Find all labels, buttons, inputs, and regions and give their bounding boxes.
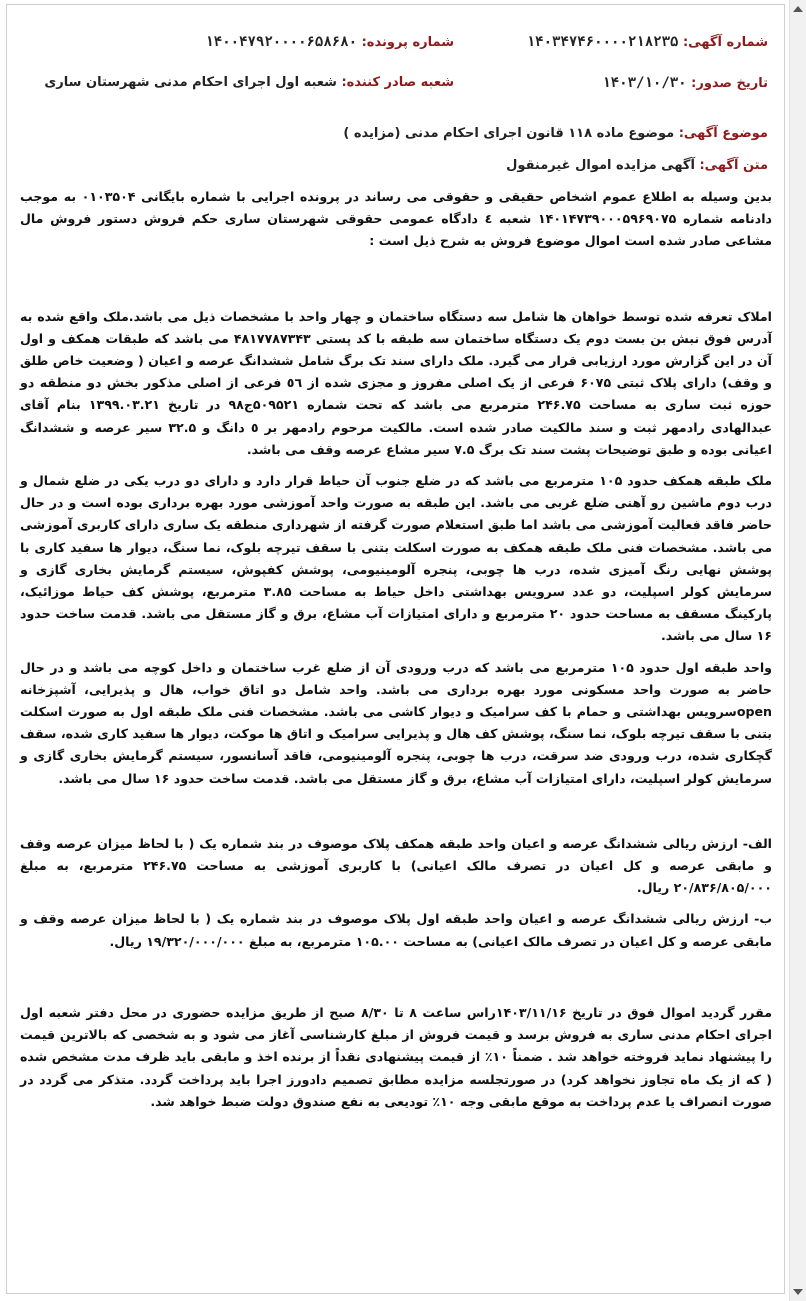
issue-date-value: ۱۴۰۳/۱۰/۳۰ (602, 75, 687, 91)
first-floor-paragraph: واحد طبقه اول حدود ۱۰۵ مترمربع می باشد که درب ورودی آن از ضلع غرب ساختمان و داخل کوچه می باشد و در حال حاضر به صورت واحد مسکونی مورد بهره برداری می باشد. واحد شامل دو اتاق خواب، هال و پذیرایی، آشپزخانه openسرویس بهداشتی و حمام با کف سرامیک و دیوار کاشی می باشد. مشخصات فنی ملک طبقه اول به صورت اسکلت بتنی با سقف تیرچه بلوک، نما سنگ، پوشش کف هال و پذیرایی سرامیک و اتاق ها موکت، دیوار ها سفید کاری شده، سقف گچکاری شده، درب ورودی ضد سرقت، درب ها چوبی، پنجره آلومینیومی، فاقد آسانسور، سیستم گرمایش بخاری گازی و سرمایش کولر اسپلیت، دارای امتیازات آب مشاع، برق و گاز مستقل می باشد. قدمت ساخت حدود ۱۶ سال می باشد. (20, 659, 772, 786)
issuer-label: شعبه صادر کننده: (341, 75, 454, 90)
value-b-paragraph: ب- ارزش ریالی ششدانگ عرصه و اعیان واحد طبقه اول پلاک موصوف در بند شماره یک ( با لحاظ میزان عرصه وقف و مابقی عرصه و کل اعیان در تصرف مالک اعیانی) به مساحت ۱۰۵.۰۰ مترمربع، به مبلغ ۱۹/۳۲۰/۰۰۰/۰۰۰ ریال. (20, 911, 772, 949)
auction-terms-paragraph: مقرر گردید اموال فوق در تاریخ ۱۴۰۳/۱۱/۱۶راس ساعت ۸ تا ۸/۳۰ صبح از طریق مزایده حضوری در محل دفتر شعبه اول اجرای احکام مدنی ساری به فروش برسد و قیمت فروش از مبلغ کارشناسی آغاز می شود و به شخصی که بالاترین قیمت را پیشنهاد نماید فروخته خواهد شد . ضمناً ۱۰٪ از قیمت پیشنهادی نقداً از برنده اخذ و مابقی باید ظرف مدت مشخص شده ( که از یک ماه تجاوز نخواهد کرد) در صورتجلسه مزایده مطابق تصمیم دادورز اجرا باید پرداخت گردد. متذکر می گردد در صورت انصراف یا عدم پرداخت به موقع مابقی وجه ۱۰٪ تودیعی به نفع صندوق دولت ضبط خواهد شد. (20, 1004, 772, 1109)
subject-label: موضوع آگهی: (678, 126, 768, 141)
issuer-row (44, 75, 454, 90)
ground-floor-paragraph: ملک طبقه همکف حدود ۱۰۵ مترمربع می باشد که در ضلع جنوب آن حیاط قرار دارد و دارای دو درب یکی در ضلع شمال و درب دوم ماشین رو آهنی ضلع غربی می باشد. این طبقه به صورت واحد آموزشی مورد بهره برداری بوده است و در حال حاضر فاقد فعالیت آموزشی می باشد اما طبق استعلام صورت گرفته از شهرداری منطقه یک ساری دارای کاربری آموزشی می باشد. مشخصات فنی ملک طبقه همکف به صورت اسکلت بتنی با سقف تیرچه بلوک، نما سنگ، دیوار ها سفید کاری با پوشش نهایی رنگ آمیزی شده، درب ها چوبی، پنجره آلومینیومی، پوشش کفپوش، سیستم گرمایش بخاری گازی و سرمایش کولر اسپلیت، دو عدد سرویس بهداشتی داخل حیاط به مساحت ۳.۸۵ مترمربع، پوشش کف حیاط موزائیک، پارکینگ مسقف به مساحت حدود ۲۰ مترمربع و دارای امتیازات آب مشاع، برق و گاز مستقل می باشد. قدمت ساخت حدود ۱۶ سال می باشد. (20, 473, 773, 644)
value-a-paragraph: الف- ارزش ریالی ششدانگ عرصه و اعیان واحد طبقه همکف پلاک موصوف در بند شماره یک ( با لحاظ میزان عرصه وقف و مابقی عرصه و کل اعیان در تصرف مالک اعیانی) با کاربری آموزشی به مساحت ۲۴۶.۷۵ مترمربع، به مبلغ ۲۰/۸۳۶/۸۰۵/۰۰۰ ریال. (20, 835, 772, 896)
file-number-row (205, 34, 454, 50)
text-title-row (506, 158, 768, 173)
text-label: متن آگهی: (699, 158, 768, 173)
text-title: آگهی مزایده اموال غیرمنقول (506, 158, 695, 173)
ad-body (20, 186, 772, 1122)
issue-date-row (602, 75, 768, 91)
scroll-down-arrow-icon[interactable] (793, 1289, 803, 1295)
subject-value: موضوع ماده ۱۱۸ قانون اجرای احکام مدنی (مزایده ) (343, 126, 675, 141)
issue-date-label: تاریخ صدور: (691, 76, 768, 91)
ad-document (6, 4, 785, 1294)
subject-row (343, 126, 768, 141)
scroll-up-arrow-icon[interactable] (793, 6, 803, 12)
intro-paragraph: بدین وسیله به اطلاع عموم اشخاص حقیقی و حقوقی می رساند در پرونده اجرایی با شماره بایگانی ۰۱۰۳۵۰۴ به موجب دادنامه شماره ۱۴۰۱۴۷۳۹۰۰۰۵۹۶۹۰۷۵ شعبه ٤ دادگاه عمومی حقوقی شهرستان ساری حکم فروش دستور فروش مال مشاعی صادر شده است اموال موضوع فروش به شرح ذیل است : (20, 189, 772, 249)
file-number-value: ۱۴۰۰۴۷۹۲۰۰۰۰۶۵۸۶۸۰ (205, 34, 358, 50)
vertical-scrollbar[interactable] (789, 0, 806, 1301)
ad-number-row (527, 34, 768, 50)
file-number-label: شماره پرونده: (361, 35, 454, 50)
issuer-value: شعبه اول اجرای احکام مدنی شهرستان ساری (44, 75, 337, 90)
property-description-paragraph: املاک تعرفه شده توسط خواهان ها شامل سه دستگاه ساختمان و چهار واحد با مشخصات ذیل می باشد.ملک واقع شده به آدرس فوق نبش بن بست دوم یک دستگاه ساختمان سه طبقه با کد پستی ۴۸۱۷۷۸۷۳۴۳ می باشد که طبقات همکف و اول آن در این گزارش مورد ارزیابی قرار می گیرد. ملک دارای سند تک برگ شامل ششدانگ عرصه و اعیان ( وضعیت خاص طلق و وقف) دارای پلاک ثبتی ۶۰۷۵ فرعی از یک اصلی مفروز و مجزی شده از ٥٦ فرعی از اصلی مذکور بخش دو منطقه دو حوزه ثبت ساری به مساحت ۲۴۶.۷۵ مترمربع می باشد که تحت شماره ۵۰۹۵۲۱ج۹۸ در تاریخ ۱۳۹۹.۰۳.۲۱ بنام آقای عبدالهادی رادمهر ثبت و سند مالکیت صادر شده است. مالکیت مرحوم رادمهر بر ٥ دانگ و ۳۲.۵ سیر عرصه و ششدانگ اعیانی بوده و طبق توضیحات پشت سند تک برگ ۷.۵ سیر مشاع عرصه وقف می باشد. (20, 308, 773, 457)
ad-number-value: ۱۴۰۳۴۷۴۶۰۰۰۰۲۱۸۲۳۵ (526, 34, 679, 50)
ad-number-label: شماره آگهی: (682, 35, 768, 50)
